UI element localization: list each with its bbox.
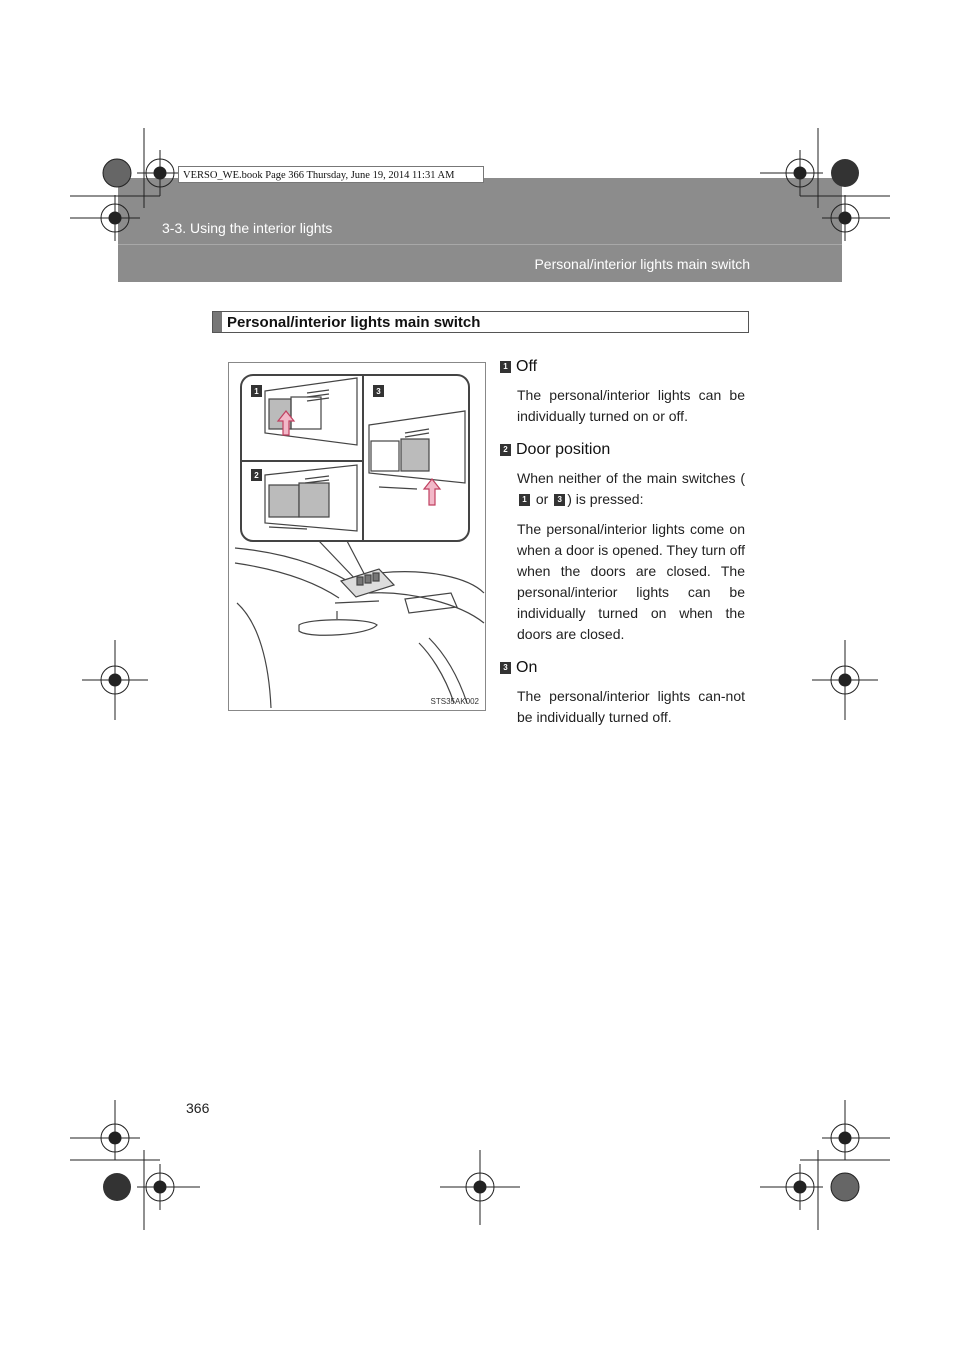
list-item-door-position	[500, 441, 745, 645]
figure-label-3: 3	[376, 387, 381, 396]
item-title: Door position	[516, 441, 611, 458]
item-text: The personal/interior lights can be individually turned on or off.	[517, 387, 745, 424]
page-number: 366	[186, 1100, 210, 1116]
figure-label-2: 2	[254, 471, 259, 480]
switch-drawing	[229, 363, 485, 710]
title-bar	[213, 312, 222, 332]
item-title: On	[516, 659, 538, 676]
switch-illustration	[228, 362, 486, 711]
text-segment: or	[532, 491, 553, 507]
figure-code: STS35AK002	[430, 697, 479, 706]
item-title: Off	[516, 358, 538, 375]
item-badge: 1	[500, 361, 511, 373]
inline-badge: 3	[554, 494, 565, 506]
list-item-off	[500, 358, 745, 427]
item-text	[517, 468, 745, 510]
text-segment: ) is pressed:	[567, 491, 644, 507]
item-badge: 3	[500, 662, 511, 674]
text-segment: When neither of the main switches (	[517, 470, 745, 486]
item-text: The personal/interior lights come on when a door is opened. They turn off when the doors are closed. The personal/interior lights can be individually turned on when the doors are closed.	[517, 521, 745, 642]
figure-label-1: 1	[254, 387, 259, 396]
content-title: Personal/interior lights main switch	[227, 314, 481, 331]
item-text: The personal/interior lights can-not be individually turned off.	[517, 688, 745, 725]
inline-badge: 1	[519, 494, 530, 506]
subsection-title: Personal/interior lights main switch	[534, 256, 750, 272]
content-title-box	[212, 311, 749, 333]
item-badge: 2	[500, 444, 511, 456]
section-title: 3-3. Using the interior lights	[162, 220, 333, 236]
item-list	[500, 358, 745, 742]
list-item-on	[500, 659, 745, 728]
book-meta: VERSO_WE.book Page 366 Thursday, June 19, 2014 11:31 AM	[178, 166, 484, 183]
